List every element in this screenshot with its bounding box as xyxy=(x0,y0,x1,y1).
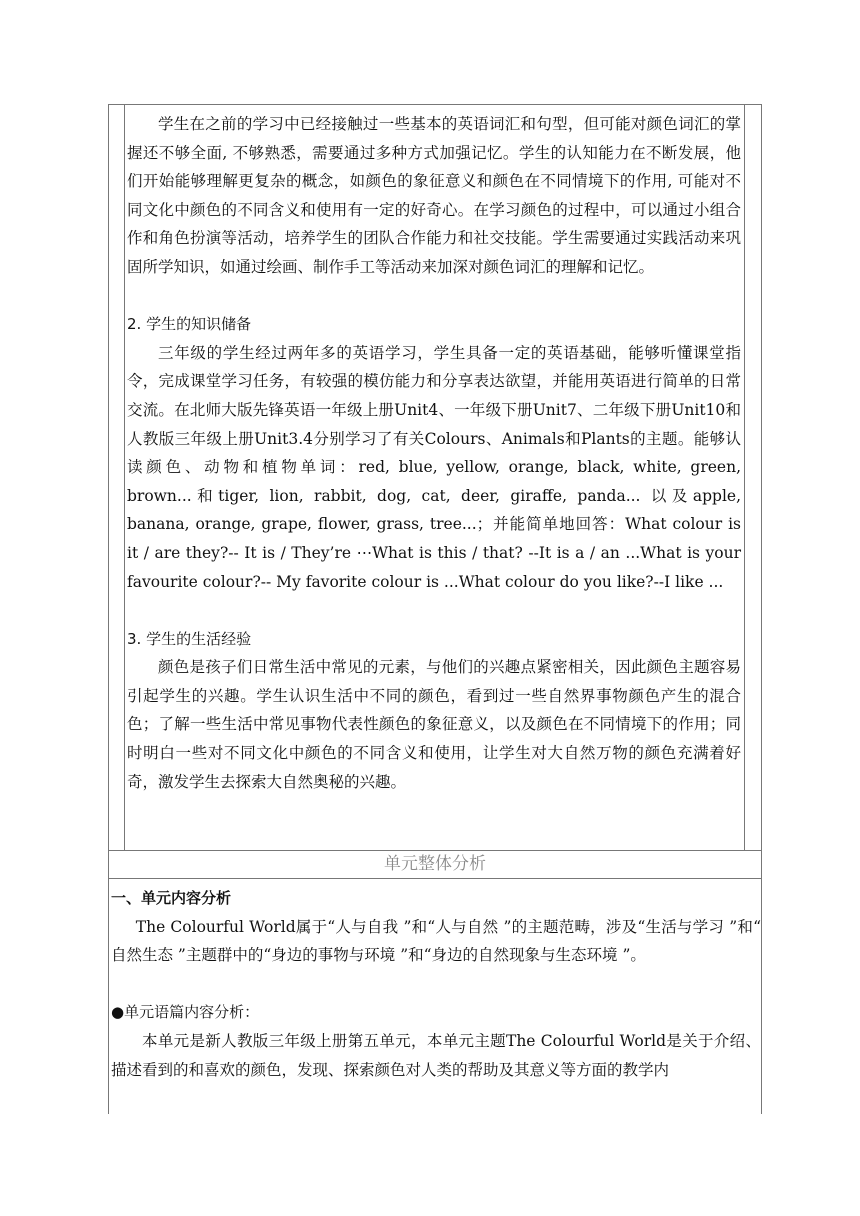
content-paragraph: The Colourful World属于“人与自我 ”和“人与自然 ”的主题范畴，涉及“生活与学习 ”和“ 自然生态 ”主题群中的“身边的事物与环境 ”和“身边的自然现象与生态环境 ”。 xyxy=(111,917,761,965)
student-analysis-section xyxy=(127,110,741,796)
table-left-border xyxy=(108,104,109,1114)
knowledge-paragraph: 三年级的学生经过两年多的英语学习，学生具备一定的英语基础，能够听懂课堂指令，完成课堂学习任务，有较强的模仿能力和分享表达欲望，并能用英语进行简单的日常交流。在北师大版先锋英语一年级上册Unit4、一年级下册Unit7、二年级下册Unit10和人教版三年级上册Unit3.4分别学习了有关Colours、Animals和Plants的主题。能够认读颜色、动物和植物单词：red, blue, yellow, orange, black, white, green, brown...和tiger, lion, rabbit, dog, cat, deer, giraffe, panda... 以及apple, banana, orange, grape, flower, grass, tree...；并能简单地回答：What colour is it / are they?-- It is / They’re ⋯What is this / that? --It is a / an ...What is your favourite colour?-- My favorite colour is ...What colour do you like?--I like ... xyxy=(127,343,741,591)
table-top-border xyxy=(108,104,762,105)
unit-analysis-section xyxy=(111,884,761,1084)
content-heading: 一、单元内容分析 xyxy=(111,889,232,907)
intro-paragraph: 学生在之前的学习中已经接触过一些基本的英语词汇和句型，但可能对颜色词汇的掌握还不够全面, 不够熟悉，需要通过多种方式加强记忆。学生的认知能力在不断发展，他们开始能够理解更复杂的概念，如颜色的象征意义和颜色在不同情境下的作用, 可能对不同文化中颜色的不同含义和使用有一定的好奇心。在学习颜色的过程中，可以通过小组合作和角色扮演等活动，培养学生的团队合作能力和社交技能。学生需要通过实践活动来巩固所学知识，如通过绘画、制作手工等活动来加深对颜色词汇的理解和记忆。 xyxy=(127,115,741,276)
discourse-paragraph: 本单元是新人教版三年级上册第五单元，本单元主题The Colourful World是关于介绍、描述看到的和喜欢的颜色，发现、探索颜色对人类的帮助及其意义等方面的教学内 xyxy=(111,1031,761,1079)
section-divider-bottom xyxy=(108,878,762,879)
life-paragraph: 颜色是孩子们日常生活中常见的元素，与他们的兴趣点紧密相关，因此颜色主题容易引起学生的兴趣。学生认识生活中不同的颜色，看到过一些自然界事物颜色产生的混合色；了解一些生活中常见事物代表性颜色的象征意义，以及颜色在不同情境下的作用；同时明白一些对不同文化中颜色的不同含义和使用，让学生对大自然万物的颜色充满着好奇，激发学生去探索大自然奥秘的兴趣。 xyxy=(127,658,741,791)
inner-left-border xyxy=(124,104,125,850)
discourse-heading: ●单元语篇内容分析： xyxy=(111,1003,260,1022)
inner-right-border xyxy=(744,104,745,850)
table-right-border xyxy=(761,104,762,1114)
life-heading: 3. 学生的生活经验 xyxy=(127,629,252,648)
unit-analysis-title: 单元整体分析 xyxy=(384,854,486,874)
knowledge-heading: 2. 学生的知识储备 xyxy=(127,315,252,334)
